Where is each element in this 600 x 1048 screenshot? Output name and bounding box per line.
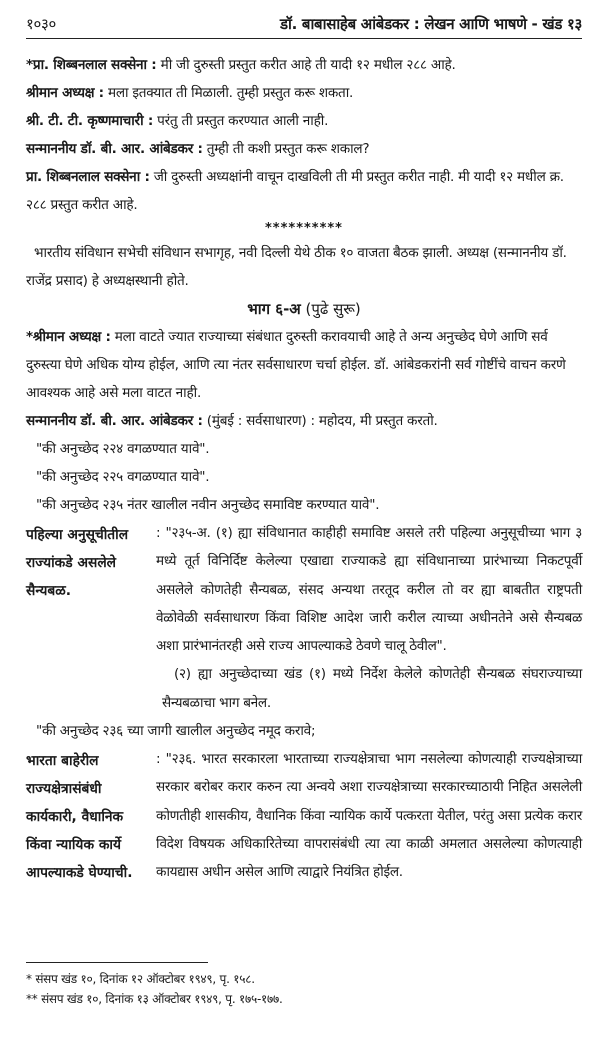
footnotes bbox=[26, 962, 582, 1009]
amendment-text bbox=[156, 745, 582, 887]
document-page bbox=[26, 14, 582, 887]
quote-line: "की अनुच्छेद २३५ नंतर खालील नवीन अनुच्छेद समाविष्ट करण्यात यावे". bbox=[36, 497, 380, 513]
speech-text: जी दुरुस्ती अध्यक्षांनी वाचून दाखविली ती मी प्रस्तुत करीत नाही. मी यादी १२ मधील क्र. २८८ प्रस्तुत करीत आहे. bbox=[26, 169, 564, 213]
footnote-divider bbox=[26, 962, 208, 963]
paragraph-president-2 bbox=[26, 323, 582, 407]
paragraph-ambedkar-2 bbox=[26, 407, 582, 435]
speech-text: परंतु ती प्रस्तुत करण्यात आली नाही. bbox=[153, 113, 329, 129]
paragraph-ambedkar-1 bbox=[26, 135, 582, 163]
speaker-name: श्रीमान अध्यक्ष : bbox=[26, 85, 104, 101]
speaker-name: प्रा. शिब्बनलाल सक्सेना : bbox=[26, 169, 150, 185]
speaker-name: *श्रीमान अध्यक्ष : bbox=[26, 329, 111, 345]
running-title: डॉ. बाबासाहेब आंबेडकर : लेखन आणि भाषणे - खंड १३ bbox=[279, 15, 582, 33]
running-header bbox=[26, 14, 582, 39]
quote-line: "की अनुच्छेद २२५ वगळण्यात यावे". bbox=[36, 469, 210, 485]
amendment-block-236 bbox=[26, 745, 582, 887]
clause-1: : "२३५-अ. (१) ह्या संविधानात काहीही समाविष्ट असले तरी पहिल्या अनुसूचीच्या भाग ३ मध्ये तूर्त विनिर्दिष्ट केलेल्या एखाद्या राज्याकडे ह्या संविधानाच्या प्रारंभाच्या निकटपूर्वी असलेले कोणतेही सैन्यबळ, संसद अन्यथा तरतूद करील तो वर ह्या बाबतीत राष्ट्रपती वेळोवेळी सर्वसाधारण किंवा विशिष्ट आदेश जारी करील त्याच्या अधीनतेने असे सैन्यबळ अशा प्रारंभानंतरही असे राज्य आपल्याकडे ठेवणे चालू ठेवील". bbox=[156, 525, 582, 655]
speech-text: मी जी दुरुस्ती प्रस्तुत करीत आहे ती यादी १२ मधील २८८ आहे. bbox=[156, 57, 456, 73]
part-heading bbox=[26, 295, 582, 323]
marginal-note bbox=[26, 519, 162, 717]
paragraph-president-1 bbox=[26, 79, 582, 107]
marginal-note-line: सैन्यबळ. bbox=[26, 583, 72, 599]
footnote: ** संसप खंड १०, दिनांक १३ ऑक्टोबर १९४९, पृ. १७५-१७७. bbox=[26, 992, 283, 1006]
speaker-name: श्री. टी. टी. कृष्णमाचारी : bbox=[26, 113, 154, 129]
speaker-name: सन्माननीय डॉ. बी. आर. आंबेडकर : bbox=[26, 141, 203, 157]
paragraph-saksena-1 bbox=[26, 51, 582, 79]
speech-text: मला वाटते ज्यात राज्याच्या संबंधात दुरुस्ती करावयाची आहे ते अन्य अनुच्छेद घेणे आणि सर्व दुरुस्त्या घेणे अधिक योग्य होईल, आणि त्या नंतर सर्वसाधारण चर्चा होईल. डॉ. आंबेडकरांनी सर्व गोष्टींचे वाचन करणे आवश्यक आहे असे मला वाटत नाही. bbox=[26, 329, 566, 401]
speech-text: मला इतक्यात ती मिळाली. तुम्ही प्रस्तुत करू शकता. bbox=[103, 85, 354, 101]
speaker-name: *प्रा. शिब्बनलाल सक्सेना : bbox=[26, 57, 157, 73]
paragraph-saksena-2 bbox=[26, 163, 582, 219]
amendment-text bbox=[156, 519, 582, 717]
paragraph-krishnamachari bbox=[26, 107, 582, 135]
page-number: १०३० bbox=[26, 15, 57, 33]
section-separator: ********** bbox=[265, 221, 343, 236]
speech-text: (मुंबई : सर्वसाधारण) : महोदय, मी प्रस्तुत करतो. bbox=[202, 413, 438, 429]
quote-line: "की अनुच्छेद २२४ वगळण्यात यावे". bbox=[36, 441, 210, 457]
marginal-note-line: आपल्याकडे घेण्याची. bbox=[26, 865, 133, 882]
marginal-note-line: भारता बाहेरील bbox=[26, 753, 99, 770]
marginal-note-line: किंवा न्यायिक कार्ये bbox=[26, 837, 122, 854]
session-paragraph: भारतीय संविधान सभेची संविधान सभागृह, नवी दिल्ली येथे ठीक १० वाजता बैठक झाली. अध्यक्ष (सन्माननीय डॉ. राजेंद्र प्रसाद) हे अध्यक्षस्थानी होते. bbox=[26, 245, 567, 289]
marginal-note-line: पहिल्या अनुसूचीतील bbox=[26, 527, 129, 543]
part-heading-subtitle: (पुढे सुरू) bbox=[300, 300, 361, 318]
marginal-note-line: राज्यांकडे असलेले bbox=[26, 555, 117, 571]
speech-text: तुम्ही ती कशी प्रस्तुत करू शकाल? bbox=[202, 141, 370, 157]
clause-2: (२) ह्या अनुच्छेदाच्या खंड (१) मध्ये निर्देश केलेले कोणतेही सैन्यबळ संघराज्याच्या सैन्यबळाचा भाग बनेल. bbox=[162, 666, 582, 711]
marginal-note bbox=[26, 745, 162, 887]
marginal-note-line: कार्यकारी, वैधानिक bbox=[26, 809, 124, 826]
speaker-name: सन्माननीय डॉ. बी. आर. आंबेडकर : bbox=[26, 413, 203, 429]
quote-line: "की अनुच्छेद २३६ च्या जागी खालील अनुच्छेद नमूद करावे; bbox=[36, 723, 316, 740]
footnote: * संसप खंड १०, दिनांक १२ ऑक्टोबर १९४९, पृ. १५८. bbox=[26, 972, 255, 986]
part-heading-title: भाग ६-अ bbox=[247, 300, 301, 318]
marginal-note-line: राज्यक्षेत्रासंबंधी bbox=[26, 781, 102, 798]
amendment-block-235a bbox=[26, 519, 582, 717]
clause-236: : "२३६. भारत सरकारला भारताच्या राज्यक्षेत्राचा भाग नसलेल्या कोणत्याही राज्यक्षेत्राच्या सरकार बरोबर करार करुन त्या अन्वये अशा राज्यक्षेत्राच्या सरकारच्याठायी निहित असलेली कोणतीही शासकीय, वैधानिक किंवा न्यायिक कार्ये पत्करता येतील, परंतु असा प्रत्येक करार विदेश विषयक अधिकारितेच्या वापरासंबंधी त्या त्या काळी अमलात असलेल्या कोणत्याही कायद्यास अधीन असेल आणि त्याद्वारे नियंत्रित होईल. bbox=[156, 751, 582, 881]
